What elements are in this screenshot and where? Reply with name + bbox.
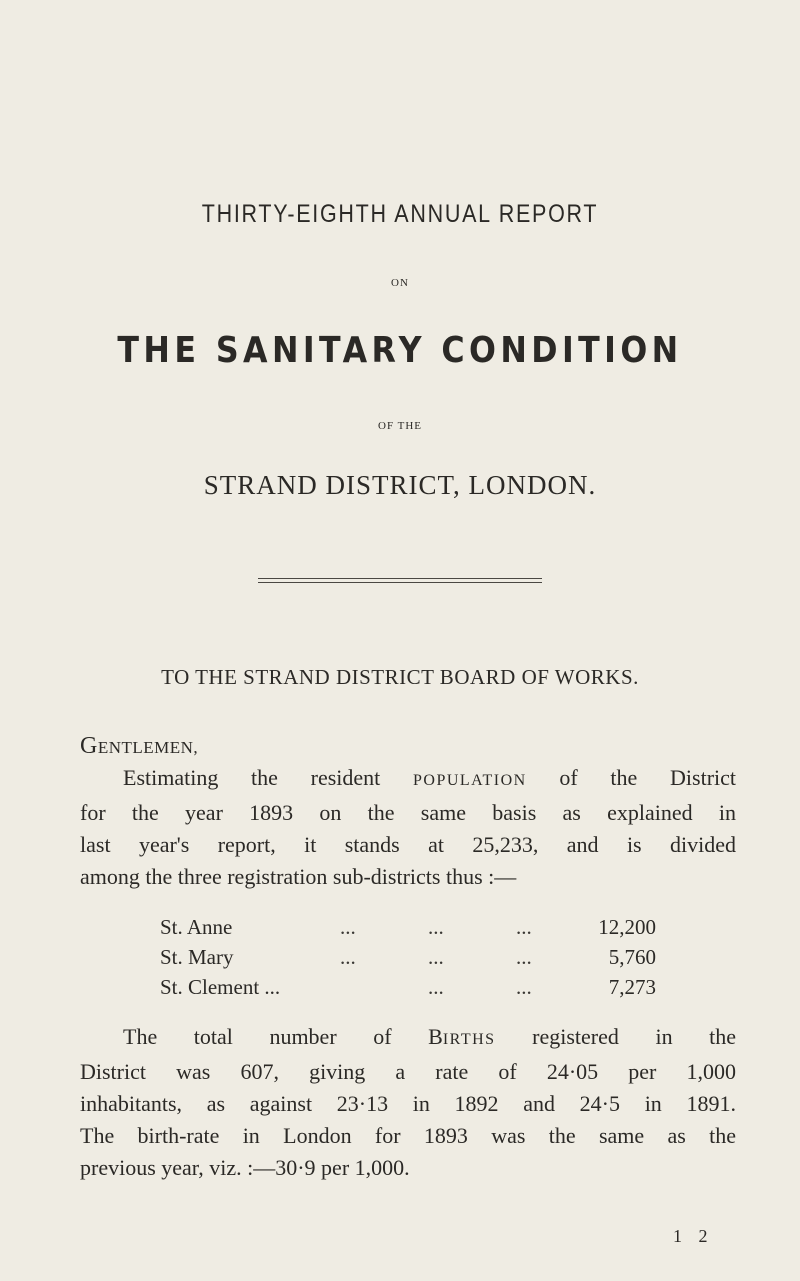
paragraph-line: previous year, viz. :—30·9 per 1,000. xyxy=(80,1155,410,1180)
signature-mark: 1 2 xyxy=(673,1226,714,1246)
divider-rule-top xyxy=(258,578,542,579)
text-run: registered in the xyxy=(532,1024,737,1049)
text-run: Estimating the resident xyxy=(123,765,381,790)
leader-dots: ... ... ... xyxy=(340,945,532,969)
text-run: The total number of xyxy=(123,1024,392,1049)
subdistrict-name: St. Clement ... xyxy=(160,975,281,999)
addressee-heading: TO THE STRAND DISTRICT BOARD OF WORKS. xyxy=(161,665,639,689)
paragraph-line: last year's report, it stands at 25,233, and is divided xyxy=(80,832,736,857)
subdistrict-population: 5,760 xyxy=(608,945,656,969)
leader-dots: ... ... ... xyxy=(340,915,532,939)
paragraph-line: among the three registration sub-districts thus :— xyxy=(80,864,517,889)
keyword-births: BIRTHS xyxy=(428,1024,496,1049)
paragraph-line: District was 607, giving a rate of 24·05 per 1,000 xyxy=(80,1059,736,1084)
report-title-line: THIRTY-EIGHTH ANNUAL REPORT xyxy=(201,200,599,228)
title-connector-of-the: OF THE xyxy=(378,420,422,432)
salutation-initial: G xyxy=(80,733,98,759)
report-district-title: STRAND DISTRICT, LONDON. xyxy=(203,470,597,500)
salutation-rest: ENTLEMEN, xyxy=(97,738,199,757)
leader-dots: ... ... xyxy=(428,975,532,999)
subdistrict-name: St. Anne xyxy=(160,915,233,939)
paragraph-line: inhabitants, as against 23·13 in 1892 and 24·5 in 1891. xyxy=(80,1091,736,1116)
paragraph-line: for the year 1893 on the same basis as explained in xyxy=(80,800,736,825)
table-row xyxy=(160,945,660,975)
text-run: of the District xyxy=(559,765,737,790)
subdistrict-name: St. Mary xyxy=(160,945,234,969)
table-row xyxy=(160,975,660,1005)
report-main-title: THE SANITARY CONDITION xyxy=(117,330,683,371)
divider-rule-bottom xyxy=(258,582,542,583)
table-row xyxy=(160,915,660,945)
subdistrict-population: 12,200 xyxy=(598,915,656,939)
paragraph-line: The birth-rate in London for 1893 was the same as the xyxy=(80,1123,736,1148)
births-paragraph xyxy=(80,1021,736,1184)
keyword-population: POPULATION xyxy=(413,772,527,789)
subdistrict-population: 7,273 xyxy=(608,975,656,999)
population-paragraph xyxy=(80,762,736,893)
title-connector-on: ON xyxy=(391,277,409,289)
subdistrict-table xyxy=(160,915,660,1005)
paragraph-line xyxy=(80,762,736,797)
paragraph-line xyxy=(80,1021,736,1056)
salutation xyxy=(80,733,198,760)
